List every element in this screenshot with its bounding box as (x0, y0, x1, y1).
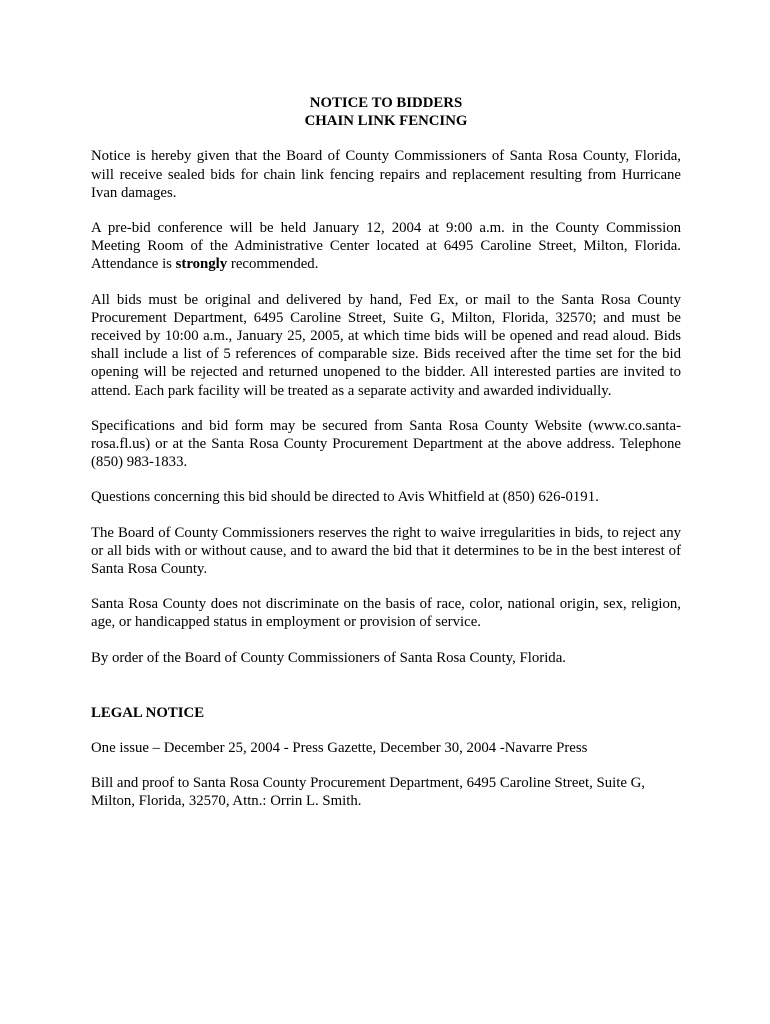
paragraph-prebid-end: recommended. (227, 256, 319, 273)
document-title (91, 94, 681, 130)
legal-issue-line: One issue – December 25, 2004 - Press Gazette, December 30, 2004 -Navarre Press (91, 740, 588, 757)
document-body (91, 94, 681, 828)
title-line-1: NOTICE TO BIDDERS (309, 95, 463, 111)
paragraph-prebid-emphasis: strongly (175, 256, 228, 273)
legal-notice-heading: LEGAL NOTICE (91, 704, 205, 721)
legal-gap (91, 684, 681, 704)
paragraph-by-order: By order of the Board of County Commissioners of Santa Rosa County, Florida. (91, 649, 566, 666)
legal-billing-line: Bill and proof to Santa Rosa County Procurement Department, 6495 Caroline Street, Suite G, Milton, Florida, 32570, Attn.: Orrin L. Smith. (91, 775, 645, 810)
paragraph-notice: Notice is hereby given that the Board of County Commissioners of Santa Rosa County, Florida, will receive sealed bids for chain link fencing repairs and replacement resulting from Hurricane Ivan damages. (91, 148, 681, 201)
title-gap (91, 130, 681, 147)
paragraph-rights-reserved: The Board of County Commissioners reserves the right to waive irregularities in bids, to reject any or all bids with or without cause, and to award the bid that it determines to be in the best interest of Santa Rosa County. (91, 524, 681, 578)
title-line-2: CHAIN LINK FENCING (304, 113, 468, 130)
paragraph-specifications: Specifications and bid form may be secured from Santa Rosa County Website (www.co.santa-rosa.fl.us) or at the Santa Rosa County Procurement Department at the above address. Telephone (850) 983-1833. (91, 417, 681, 471)
paragraph-nondiscrimination: Santa Rosa County does not discriminate on the basis of race, color, national origin, sex, religion, age, or handicapped status in employment or provision of service. (91, 596, 681, 631)
paragraph-questions: Questions concerning this bid should be directed to Avis Whitfield at (850) 626-0191. (91, 489, 599, 506)
paragraph-bid-delivery: All bids must be original and delivered by hand, Fed Ex, or mail to the Santa Rosa County Procurement Department, 6495 Caroline Street, Suite G, Milton, Florida, 32570; and must be received by 10:00 a.m., January 25, 2005, at which time bids will be opened and read aloud. Bids shall include a list of 5 references of comparable size. Bids received after the time set for the bid opening will be rejected and returned unopened to the bidder. All interested parties are invited to attend. Each park facility will be treated as a separate activity and awarded individually. (91, 291, 681, 399)
paragraph-prebid-conference (91, 219, 681, 274)
paragraph-prebid-text: A pre-bid conference will be held January 12, 2004 at 9:00 a.m. in the County Commission Meeting Room of the Administrative Center located at 6495 Caroline Street, Milton, Florida. Attendance is (91, 220, 681, 273)
